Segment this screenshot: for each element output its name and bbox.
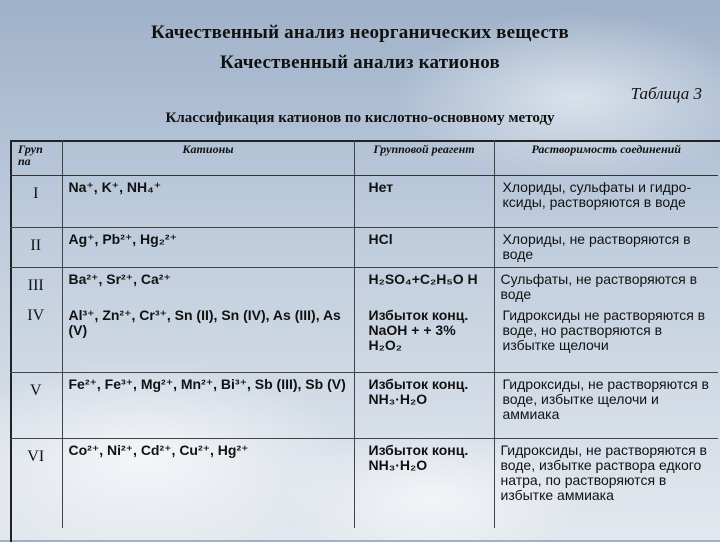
group-number: V (10, 372, 62, 438)
reagent-cell: Избыток конц. NH₃·H₂O (354, 372, 494, 438)
reagent-cell: Нет (354, 176, 494, 228)
table-row (10, 228, 718, 268)
cations-cell: Co²⁺, Ni²⁺, Cd²⁺, Cu²⁺, Hg²⁺ (62, 438, 354, 528)
table-row (10, 304, 718, 372)
cations-cell: Ag⁺, Pb²⁺, Hg₂²⁺ (62, 228, 354, 268)
cations-cell: Al³⁺, Zn²⁺, Cr³⁺, Sn (II), Sn (IV), As (III), As (V) (62, 304, 354, 372)
reagent-cell: H₂SO₄+C₂H₅O H (354, 268, 494, 305)
page-title-line-2: Качественный анализ катионов (220, 52, 500, 73)
table-row (10, 438, 718, 528)
group-number: III (27, 277, 44, 294)
group-number: IV (10, 304, 62, 372)
solubility-cell: Гидроксиды, не растворяются в воде, избытке щелочи и аммиака (494, 372, 718, 438)
table-caption: Классификация катионов по кислотно-основному методу (165, 110, 555, 126)
table-number: Таблица 3 (630, 84, 702, 103)
table-row (10, 372, 718, 438)
header-group: Груп па (10, 140, 62, 176)
header-solubility: Растворимость соединений (494, 140, 718, 176)
solubility-cell: Хлориды, сульфаты и гидро-ксиды, растворяются в воде (494, 176, 718, 228)
group-number: VI (27, 447, 45, 465)
cations-cell: Na⁺, K⁺, NH₄⁺ (62, 176, 354, 228)
header-cations: Катионы (62, 140, 354, 176)
reagent-cell: Избыток конц. NaOH + + 3% H₂O₂ (354, 304, 494, 372)
reagent-cell: Избыток конц. NH₃·H₂O (354, 438, 494, 528)
solubility-cell: Гидроксиды не растворяются в воде, но растворяются в избытке щелочи (494, 304, 718, 372)
table-header-row (10, 140, 718, 176)
solubility-cell: Хлориды, не растворяются в воде (494, 228, 718, 268)
solubility-cell: Гидроксиды, не растворяются в воде, избытке раствора едкого натра, по растворяются в избытке аммиака (494, 438, 718, 528)
group-number: II (10, 228, 62, 268)
page-title-line-1: Качественный анализ неорганических веществ (151, 22, 569, 43)
table-row (10, 268, 718, 305)
header-reagent: Групповой реагент (354, 140, 494, 176)
table-row (10, 176, 718, 228)
solubility-cell: Сульфаты, не растворяются в воде (494, 268, 718, 305)
cations-cell: Ba²⁺, Sr²⁺, Ca²⁺ (62, 268, 354, 305)
group-number: I (10, 176, 62, 228)
cation-classification-table (10, 140, 718, 528)
cations-cell: Fe²⁺, Fe³⁺, Mg²⁺, Mn²⁺, Bi³⁺, Sb (III), Sb (V) (62, 372, 354, 438)
reagent-cell: HCl (354, 228, 494, 268)
